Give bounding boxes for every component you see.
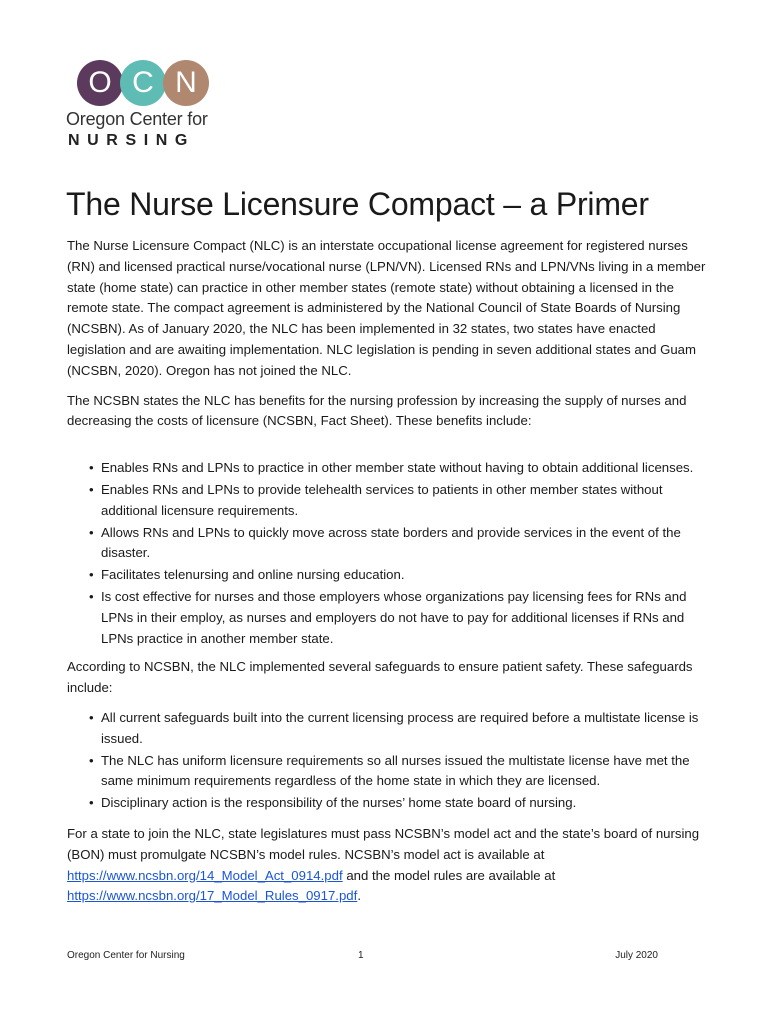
- list-item: [67, 708, 707, 750]
- closing-text-3: .: [357, 888, 361, 904]
- bullet-icon: •: [89, 567, 94, 583]
- benefits-intro: The NCSBN states the NLC has benefits for the nursing profession by increasing the supply of nurses and decreasing the costs of licensure (NCSBN, Fact Sheet). These benefits include:: [67, 392, 687, 429]
- list-item-text: Enables RNs and LPNs to provide telehealth services to patients in other member states without additional licensure requirements.: [101, 481, 663, 518]
- logo-circle-n: N: [163, 60, 209, 106]
- benefits-list: [67, 458, 707, 649]
- bullet-icon: •: [89, 752, 94, 768]
- logo-circles: [66, 60, 226, 108]
- list-item-text: Allows RNs and LPNs to quickly move across state borders and provide services in the event of the disaster.: [101, 524, 681, 561]
- bullet-icon: •: [89, 524, 94, 540]
- list-item: [67, 480, 707, 522]
- bullet-icon: •: [89, 460, 94, 476]
- list-item-text: Disciplinary action is the responsibility of the nurses’ home state board of nursing.: [101, 795, 577, 811]
- list-item: [67, 751, 707, 793]
- page-title: The Nurse Licensure Compact – a Primer: [66, 186, 649, 222]
- ocn-logo: [66, 60, 226, 152]
- logo-circle-o: O: [77, 60, 123, 106]
- model-rules-link[interactable]: https://www.ncsbn.org/17_Model_Rules_0917.pdf: [67, 888, 358, 904]
- list-item-text: The NLC has uniform licensure requirements so all nurses issued the multistate license have met the same minimum requirements regardless of the home state in which they are licensed.: [101, 752, 690, 789]
- list-item: [67, 793, 707, 814]
- bullet-icon: •: [89, 709, 94, 725]
- closing-text-1: For a state to join the NLC, state legislatures must pass NCSBN’s model act and the state’s board of nursing (BON) must promulgate NCSBN’s model rules. NCSBN’s model act is available at: [67, 825, 700, 862]
- footer-date: July 2020: [615, 950, 658, 961]
- list-item: [67, 587, 707, 649]
- list-item: [67, 458, 707, 479]
- bullet-icon: •: [89, 795, 94, 811]
- list-item-text: Is cost effective for nurses and those employers whose organizations pay licensing fees for RNs and LPNs in their employ, as nurses and employers do not have to pay for additional licenses if RNs and LPNs practice in another member state.: [101, 588, 687, 646]
- logo-text-line2: NURSING: [68, 132, 195, 149]
- bullet-icon: •: [89, 588, 94, 604]
- logo-circle-c: C: [120, 60, 166, 106]
- closing-text-2: and the model rules are available at: [346, 867, 556, 883]
- intro-paragraph: The Nurse Licensure Compact (NLC) is an interstate occupational license agreement for registered nurses (RN) and licensed practical nurse/vocational nurse (LPN/VN). Licensed RNs and LPN/VNs living in a member state (home state) can practice in other member states (remote state) without obtaining a licensed in the remote state. The compact agreement is administered by the National Council of State Boards of Nursing (NCSBN). As of January 2020, the NLC has been implemented in 32 states, two states have enacted legislation and are awaiting implementation. NLC legislation is pending in seven additional states and Guam (NCSBN, 2020). Oregon has not joined the NLC.: [67, 238, 706, 378]
- list-item: [67, 565, 707, 586]
- safeguards-intro: According to NCSBN, the NLC implemented several safeguards to ensure patient safety. These safeguards include:: [67, 659, 693, 696]
- footer-organization: Oregon Center for Nursing: [67, 950, 185, 961]
- closing-paragraph: [67, 824, 707, 907]
- list-item: [67, 523, 707, 565]
- logo-text-line1: Oregon Center for: [66, 109, 208, 129]
- bullet-icon: •: [89, 481, 94, 497]
- model-act-link[interactable]: https://www.ncsbn.org/14_Model_Act_0914.pdf: [67, 867, 343, 883]
- document-body: [67, 236, 707, 916]
- page-footer: [67, 950, 658, 966]
- safeguards-list: [67, 708, 707, 814]
- list-item-text: Enables RNs and LPNs to practice in other member state without having to obtain additional licenses.: [101, 460, 694, 476]
- footer-page-number: 1: [358, 950, 364, 961]
- list-item-text: All current safeguards built into the current licensing process are required before a multistate license is issued.: [101, 709, 699, 746]
- list-item-text: Facilitates telenursing and online nursing education.: [101, 567, 405, 583]
